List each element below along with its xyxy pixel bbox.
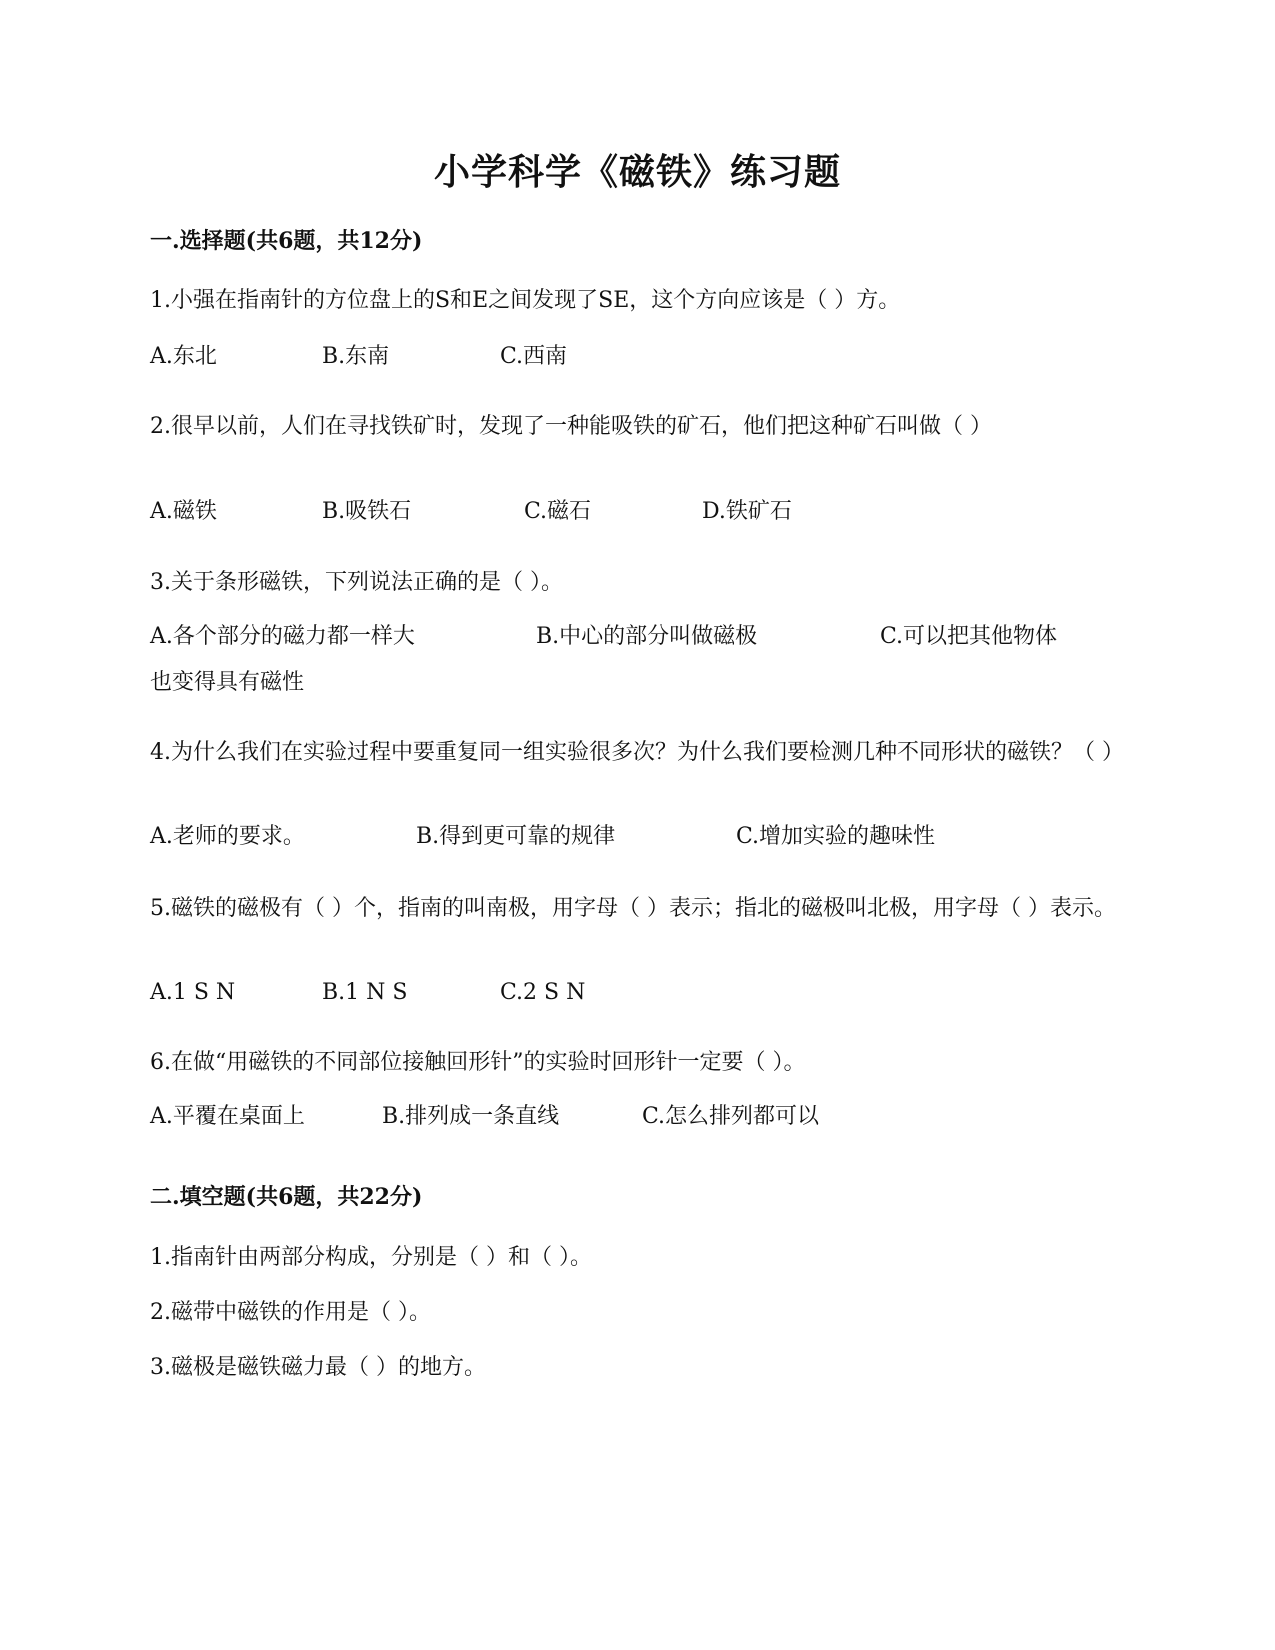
option-c: C.磁石 (524, 499, 592, 524)
option-c: C.可以把其他物体 (880, 624, 1058, 649)
fill-question-1-text: 1.指南针由两部分构成，分别是（ ）和（ ）。 (150, 1245, 592, 1270)
option-a: A.平覆在桌面上 (150, 1104, 305, 1129)
section-heading-fill-in-blank: 二.填空题(共6题，共22分) (150, 1184, 423, 1210)
page-title: 小学科学《磁铁》练习题 (433, 151, 841, 193)
option-a: A.东北 (150, 344, 217, 369)
question-5-options (150, 978, 1130, 1008)
option-b: B.吸铁石 (322, 499, 412, 524)
option-c: C.怎么排列都可以 (642, 1104, 820, 1129)
fill-question-2-text: 2.磁带中磁铁的作用是（ ）。 (150, 1300, 431, 1325)
option-c: C.2 S N (500, 980, 586, 1005)
option-a: A.老师的要求。 (150, 824, 305, 849)
option-b: B.中心的部分叫做磁极 (536, 624, 758, 649)
option-a: A.1 S N (150, 980, 236, 1005)
question-3-options (150, 622, 1130, 652)
option-c: C.增加实验的趣味性 (736, 824, 936, 849)
question-6-options (150, 1102, 1130, 1132)
question-1-text: 1.小强在指南针的方位盘上的S和E之间发现了SE，这个方向应该是（ ）方。 (150, 288, 901, 313)
section-heading-multiple-choice: 一.选择题(共6题，共12分) (150, 228, 423, 254)
fill-question-3-text: 3.磁极是磁铁磁力最（ ）的地方。 (150, 1355, 486, 1380)
option-d: D.铁矿石 (702, 499, 792, 524)
option-a: A.各个部分的磁力都一样大 (150, 624, 415, 649)
option-b: B.东南 (322, 344, 390, 369)
option-b: B.排列成一条直线 (382, 1104, 560, 1129)
question-2-options (150, 497, 1130, 527)
question-6-text: 6.在做“用磁铁的不同部位接触回形针”的实验时回形针一定要（ ）。 (150, 1050, 806, 1075)
option-b: B.得到更可靠的规律 (416, 824, 616, 849)
question-5-text: 5.磁铁的磁极有（ ）个，指南的叫南极，用字母（ ）表示；指北的磁极叫北极，用字母（ ）表示。 (150, 896, 1116, 921)
question-4-text: 4.为什么我们在实验过程中要重复同一组实验很多次？为什么我们要检测几种不同形状的磁铁？（ ） (150, 740, 1124, 765)
option-c: C.西南 (500, 344, 568, 369)
question-2-text: 2.很早以前，人们在寻找铁矿时，发现了一种能吸铁的矿石，他们把这种矿石叫做（ ） (150, 414, 992, 439)
question-4-options (150, 822, 1130, 852)
question-3-text: 3.关于条形磁铁，下列说法正确的是（ ）。 (150, 570, 563, 595)
option-a: A.磁铁 (150, 499, 217, 524)
question-3-option-c-continuation: 也变得具有磁性 (150, 670, 305, 695)
option-b: B.1 N S (322, 980, 408, 1005)
question-1-options (150, 342, 1130, 372)
